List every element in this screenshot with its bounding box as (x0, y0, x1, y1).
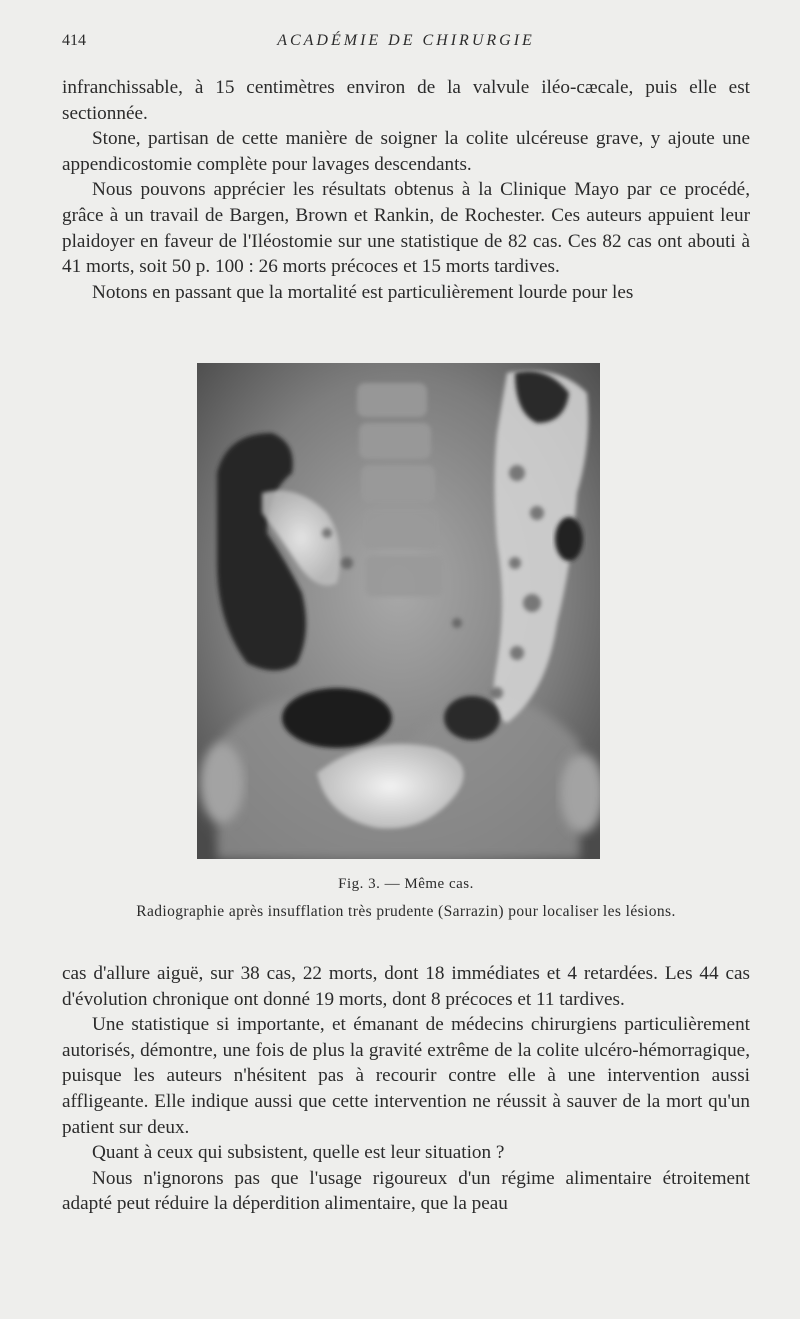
body-text-top (62, 75, 750, 305)
figure-caption: Radiographie après insufflation très prudente (Sarrazin) pour localiser les lésions. (136, 903, 676, 920)
radiograph-figure (197, 363, 600, 859)
paragraph: Stone, partisan de cette manière de soigner la colite ulcéreuse grave, y ajoute une appendicostomie complète pour lavages descendants. (62, 128, 750, 175)
paragraph: infranchissable, à 15 centimètres environ de la valvule iléo-cæcale, puis elle est sectionnée. (62, 77, 750, 124)
paragraph: Nous pouvons apprécier les résultats obtenus à la Clinique Mayo par ce procédé, grâce à un travail de Bargen, Brown et Rankin, de Rochester. Ces auteurs appuient leur plaidoyer en faveur de l'Iléostomie sur une statistique de 82 cas. Ces 82 cas ont abouti à 41 morts, soit 50 p. 100 : 26 morts précoces et 15 morts tardives. (62, 179, 750, 278)
paragraph: cas d'allure aiguë, sur 38 cas, 22 morts, dont 18 immédiates et 4 retardées. Les 44 cas d'évolution chronique ont donné 19 morts, dont 8 précoces et 11 tardives. (62, 963, 750, 1010)
paragraph: Notons en passant que la mortalité est particulièrement lourde pour les (92, 281, 634, 303)
paragraph: Une statistique si importante, et émanant de médecins chirurgiens particulièrement autorisés, démontre, une fois de plus la gravité extrême de la colite ulcéro-hémorragique, puisque les auteurs n'hésitent pas à recourir contre elle à une intervention aussi affligeante. Elle indique aussi que cette intervention ne réussit à sauver de la mort qu'un patient sur deux. (62, 1014, 750, 1138)
figure-label: Fig. 3. — Même cas. (338, 876, 474, 892)
body-text-bottom (62, 961, 750, 1217)
page-number: 414 (62, 32, 86, 49)
radiograph-image (197, 363, 600, 859)
paragraph: Quant à ceux qui subsistent, quelle est leur situation ? (92, 1142, 505, 1164)
paragraph: Nous n'ignorons pas que l'usage rigoureux d'un régime alimentaire étroitement adapté peut réduire la déperdition alimentaire, que la peau (62, 1167, 750, 1215)
page-header (62, 32, 750, 54)
running-title: ACADÉMIE DE CHIRURGIE (277, 32, 535, 49)
